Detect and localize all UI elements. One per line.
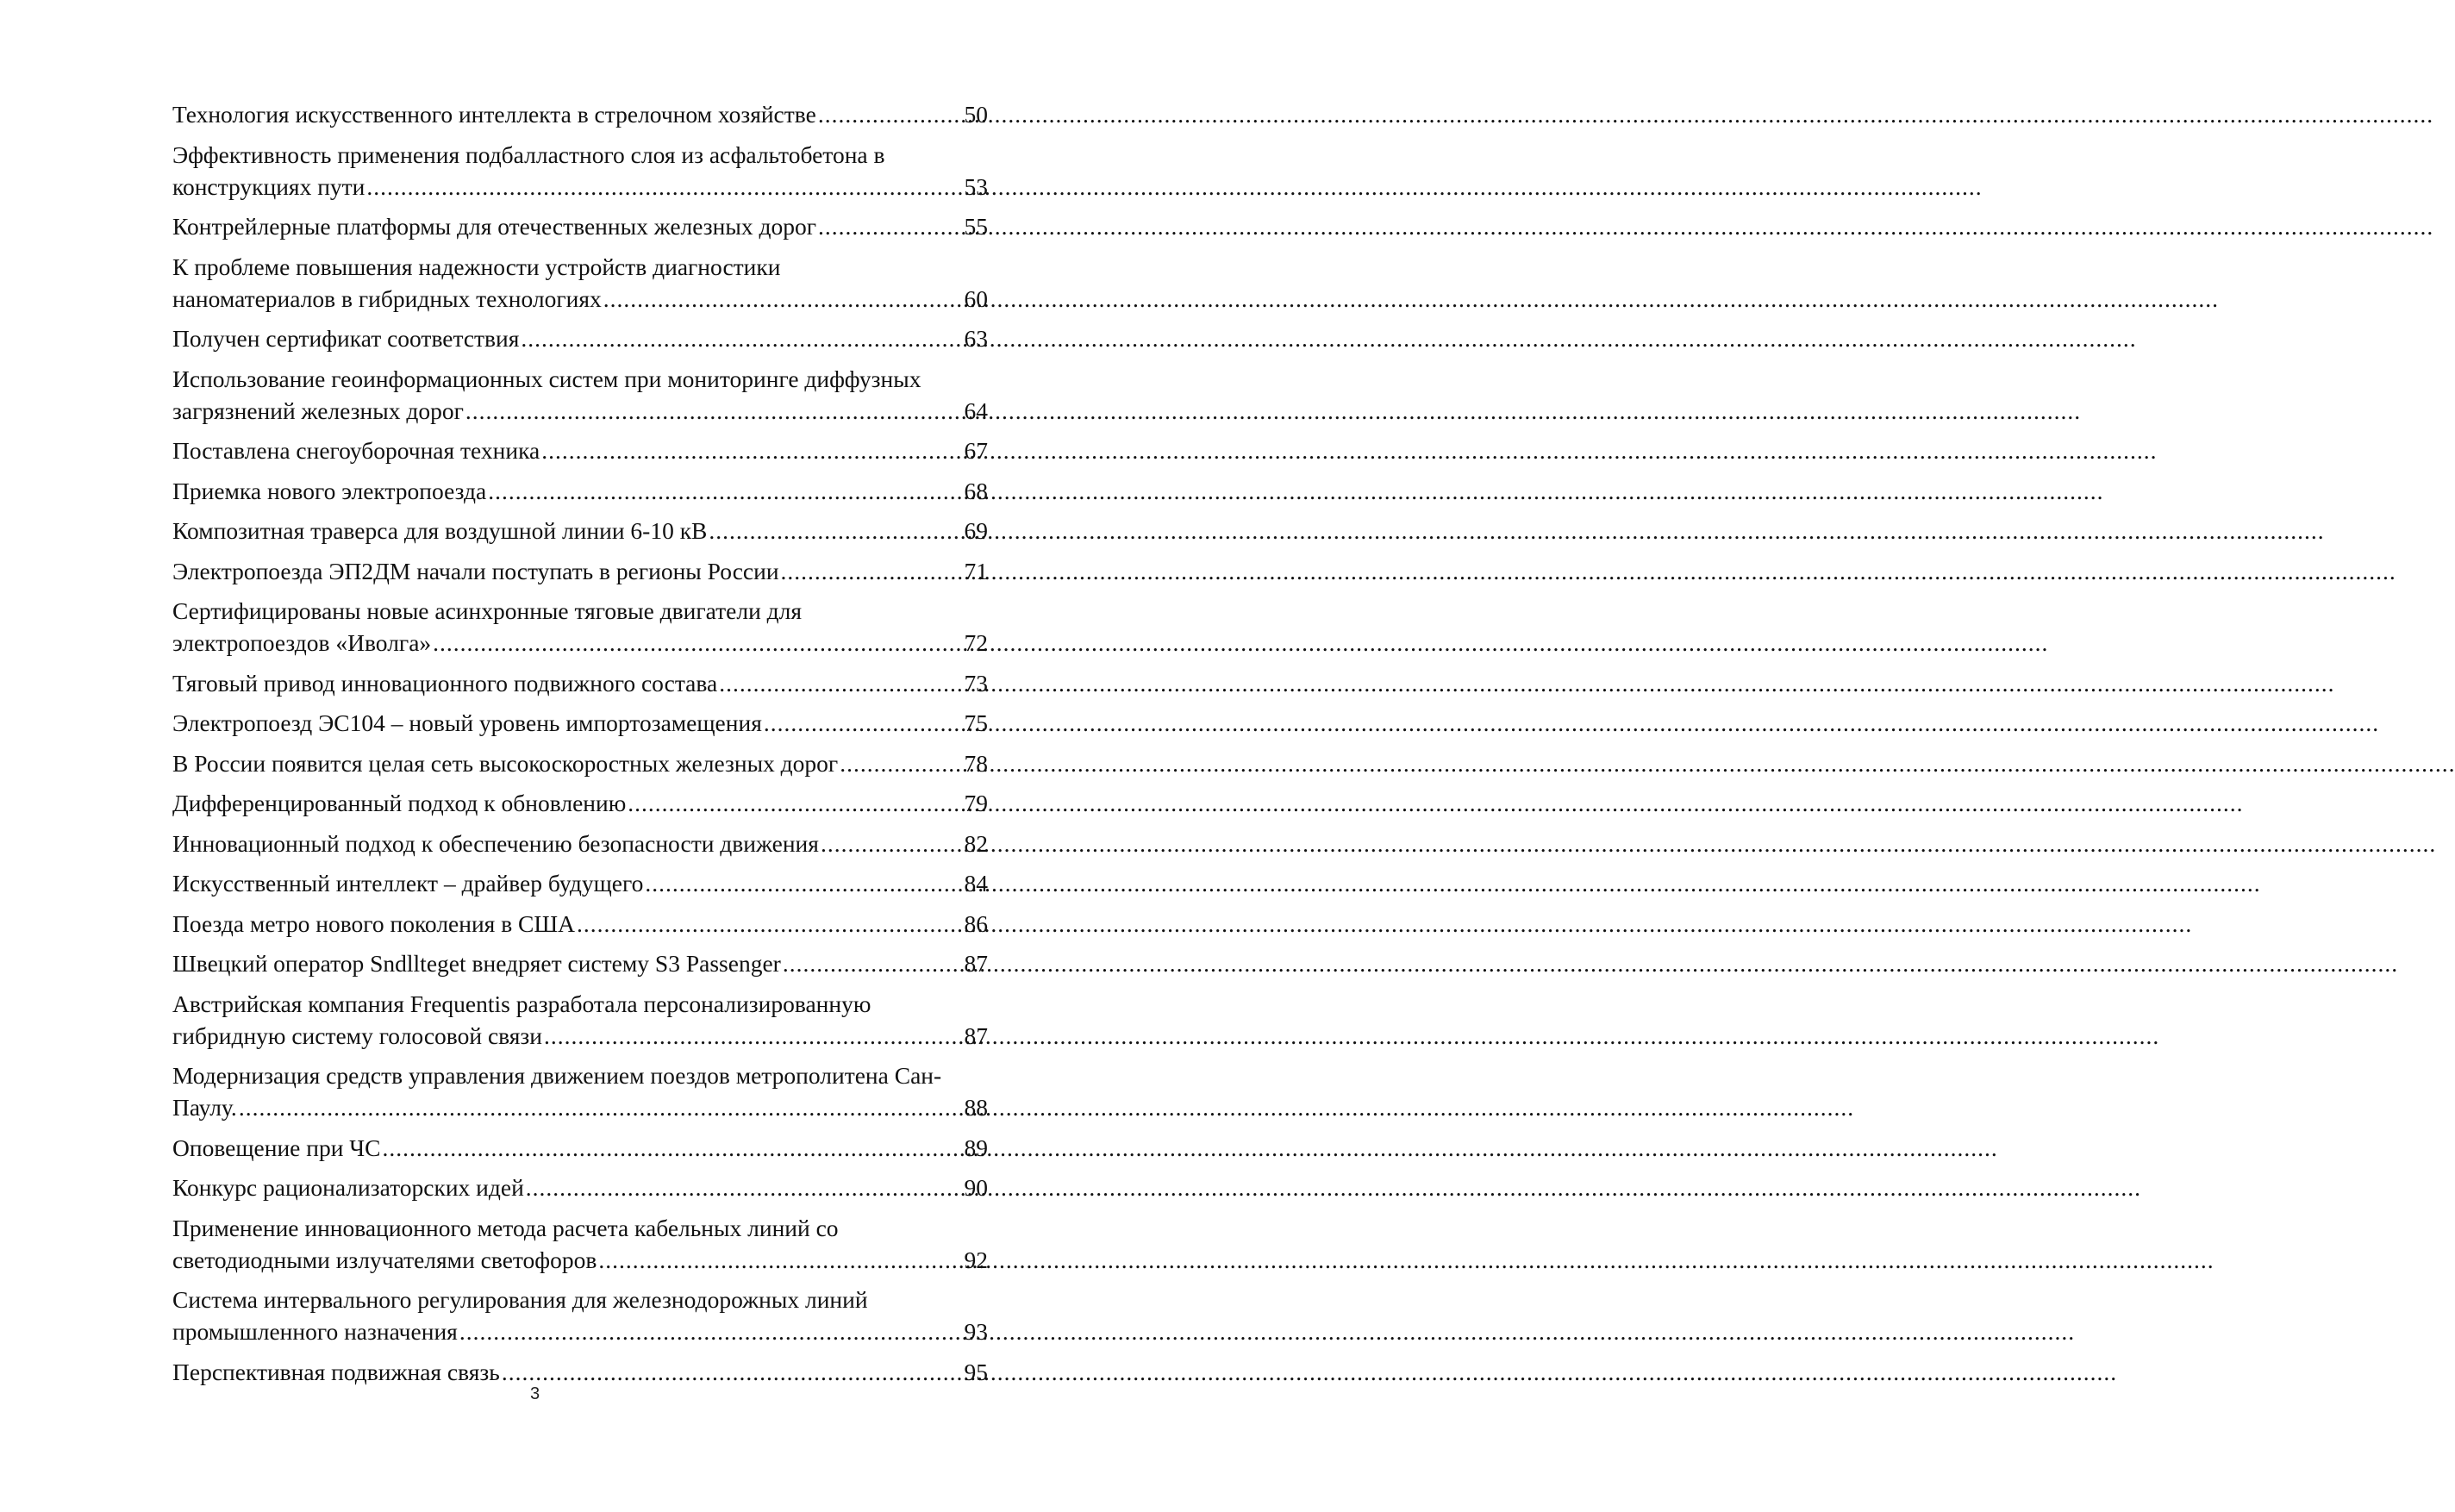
toc-entry-title: Перспективная подвижная связь xyxy=(172,1358,500,1385)
toc-entry-title: Поезда метро нового поколения в США xyxy=(172,909,576,937)
dot-leader xyxy=(544,1020,960,1052)
toc-entry[interactable] xyxy=(172,555,988,587)
toc-entry-title-line: наноматериалов в гибридных технологиях xyxy=(172,284,602,312)
toc-entry-page-number: 63 xyxy=(964,325,988,352)
toc-entry-last-line xyxy=(172,627,988,659)
toc-entry-title-line: гибридную систему голосовой связи xyxy=(172,1022,543,1049)
dot-leader xyxy=(821,828,960,859)
toc-entry-page-number: 79 xyxy=(964,790,988,816)
toc-entry[interactable] xyxy=(172,908,988,940)
dot-leader xyxy=(818,210,960,242)
dot-leader xyxy=(645,867,960,899)
dot-leader xyxy=(465,395,960,427)
dot-leader xyxy=(383,1132,960,1164)
dot-leader xyxy=(709,515,960,547)
toc-entry[interactable] xyxy=(172,322,988,354)
toc-entry-last-line xyxy=(172,1020,988,1052)
toc-entry-last-line xyxy=(172,395,988,427)
toc-entry-page-number: 87 xyxy=(964,950,988,977)
toc-entry-last-line xyxy=(172,171,988,203)
toc-entry-page-number: 82 xyxy=(964,829,988,857)
toc-entry-page-number: 55 xyxy=(964,213,988,240)
toc-entry-title-line: Применение инновационного метода расчета кабельных линий со xyxy=(172,1214,839,1241)
toc-entry-page-number: 50 xyxy=(964,101,988,128)
toc-entry-title-line: электропоездов «Иволга» xyxy=(172,629,432,656)
toc-entry-page-number: 84 xyxy=(964,870,988,897)
toc-entry[interactable] xyxy=(172,1171,988,1203)
toc-entry-page-number: 68 xyxy=(964,477,988,504)
toc-entry-title-line: загрязнений железных дорог xyxy=(172,397,464,424)
toc-entry[interactable] xyxy=(172,707,988,739)
table-of-contents xyxy=(172,98,988,1396)
toc-entry[interactable] xyxy=(172,475,988,507)
dot-leader xyxy=(577,908,960,940)
toc-entry[interactable] xyxy=(172,828,988,859)
dot-leader xyxy=(603,283,960,315)
toc-entry-title-line: Модернизация средств управления движением поездов метрополитена Сан- xyxy=(172,1062,942,1089)
toc-entry-page-number: 86 xyxy=(964,909,988,937)
toc-entry-last-line xyxy=(172,1244,988,1276)
toc-entry-title: Получен сертификат соответствия xyxy=(172,325,520,352)
toc-entry-page-number: 71 xyxy=(964,557,988,584)
toc-entry-title: Искусственный интеллект – драйвер будущего xyxy=(172,870,644,897)
toc-entry[interactable] xyxy=(172,1356,988,1388)
toc-entry[interactable] xyxy=(172,363,988,427)
toc-entry-page-number: 92 xyxy=(964,1246,988,1273)
toc-entry-title: Контрейлерные платформы для отечественных железных дорог xyxy=(172,213,817,240)
dot-leader xyxy=(764,707,960,739)
toc-entry[interactable] xyxy=(172,595,988,659)
toc-entry[interactable] xyxy=(172,947,988,979)
dot-leader xyxy=(433,627,960,659)
dot-leader xyxy=(840,747,960,779)
toc-entry[interactable] xyxy=(172,787,988,819)
toc-entry-title-line: Австрийская компания Frequentis разработала персонализированную xyxy=(172,990,871,1017)
toc-entry-title: Композитная траверса для воздушной линии 6-10 кВ xyxy=(172,517,708,544)
toc-entry-page-number: 72 xyxy=(964,629,988,656)
toc-entry-title-line: Паулу. xyxy=(172,1094,237,1121)
toc-entry[interactable] xyxy=(172,988,988,1052)
toc-entry-last-line xyxy=(172,1315,988,1347)
page-number: 3 xyxy=(529,1384,540,1403)
dot-leader xyxy=(459,1315,960,1347)
dot-leader xyxy=(239,1091,960,1123)
toc-entry-title: Технология искусственного интеллекта в стрелочном хозяйстве xyxy=(172,101,816,128)
toc-entry-title: Конкурс рационализаторских идей xyxy=(172,1174,524,1201)
toc-entry[interactable] xyxy=(172,139,988,203)
toc-entry-title: Дифференцированный подход к обновлению xyxy=(172,790,627,816)
toc-entry-title: Тяговый привод инновационного подвижного состава xyxy=(172,669,718,697)
dot-leader xyxy=(598,1244,960,1276)
toc-entry-page-number: 67 xyxy=(964,437,988,464)
toc-entry[interactable] xyxy=(172,1284,988,1347)
toc-entry-title: Оповещение при ЧС xyxy=(172,1134,381,1161)
toc-entry-title-line: конструкциях пути xyxy=(172,172,365,200)
toc-entry-title-line: Система интервального регулирования для железнодорожных линий xyxy=(172,1286,868,1313)
toc-entry-title: Электропоезд ЭС104 – новый уровень импортозамещения xyxy=(172,709,762,736)
dot-leader xyxy=(628,787,960,819)
dot-leader xyxy=(521,322,960,354)
toc-entry-page-number: 88 xyxy=(964,1094,988,1121)
toc-entry-title-line: Сертифицированы новые асинхронные тяговые двигатели для xyxy=(172,597,803,624)
dot-leader xyxy=(488,475,960,507)
toc-entry-title: Приемка нового электропоезда xyxy=(172,477,487,504)
toc-entry[interactable] xyxy=(172,210,988,242)
toc-entry-page-number: 73 xyxy=(964,669,988,697)
toc-entry-page-number: 78 xyxy=(964,749,988,777)
toc-entry-page-number: 64 xyxy=(964,397,988,424)
dot-leader xyxy=(818,98,960,130)
toc-entry[interactable] xyxy=(172,1059,988,1123)
toc-entry-title: Поставлена снегоуборочная техника xyxy=(172,437,540,464)
toc-entry[interactable] xyxy=(172,747,988,779)
toc-entry-page-number: 75 xyxy=(964,709,988,736)
toc-entry[interactable] xyxy=(172,251,988,315)
document-page xyxy=(0,0,1070,1512)
toc-entry-page-number: 95 xyxy=(964,1358,988,1385)
toc-entry-page-number: 93 xyxy=(964,1318,988,1345)
toc-entry-title-line: Эффективность применения подбалластного слоя из асфальтобетона в xyxy=(172,141,885,168)
toc-entry-last-line xyxy=(172,1091,988,1123)
dot-leader xyxy=(502,1356,960,1388)
toc-entry-title: В России появится целая сеть высокоскоростных железных дорог xyxy=(172,749,839,777)
toc-entry[interactable] xyxy=(172,1212,988,1276)
toc-entry[interactable] xyxy=(172,667,988,699)
toc-entry[interactable] xyxy=(172,515,988,547)
toc-entry-title-line: промышленного назначения xyxy=(172,1318,458,1345)
dot-leader xyxy=(526,1171,960,1203)
toc-entry-title-line: светодиодными излучателями светофоров xyxy=(172,1246,597,1273)
toc-entry-last-line xyxy=(172,283,988,315)
toc-entry[interactable] xyxy=(172,1132,988,1164)
dot-leader xyxy=(541,434,960,466)
dot-leader xyxy=(366,171,960,203)
toc-entry-title: Электропоезда ЭП2ДМ начали поступать в регионы России xyxy=(172,557,779,584)
toc-entry-page-number: 90 xyxy=(964,1174,988,1201)
dot-leader xyxy=(781,555,960,587)
dot-leader xyxy=(783,947,960,979)
toc-entry-title: Швецкий оператор Sndllteget внедряет систему S3 Passenger xyxy=(172,950,781,977)
dot-leader xyxy=(719,667,960,699)
toc-entry-page-number: 87 xyxy=(964,1022,988,1049)
toc-entry-page-number: 60 xyxy=(964,284,988,312)
toc-entry[interactable] xyxy=(172,98,988,130)
toc-entry[interactable] xyxy=(172,434,988,466)
toc-entry-page-number: 53 xyxy=(964,172,988,200)
toc-entry-title: Инновационный подход к обеспечению безопасности движения xyxy=(172,829,819,857)
toc-entry-page-number: 89 xyxy=(964,1134,988,1161)
toc-entry-title-line: Использование геоинформационных систем при мониторинге диффузных xyxy=(172,365,921,392)
toc-entry-page-number: 69 xyxy=(964,517,988,544)
toc-entry[interactable] xyxy=(172,867,988,899)
toc-entry-title-line: К проблеме повышения надежности устройств диагностики xyxy=(172,253,781,280)
